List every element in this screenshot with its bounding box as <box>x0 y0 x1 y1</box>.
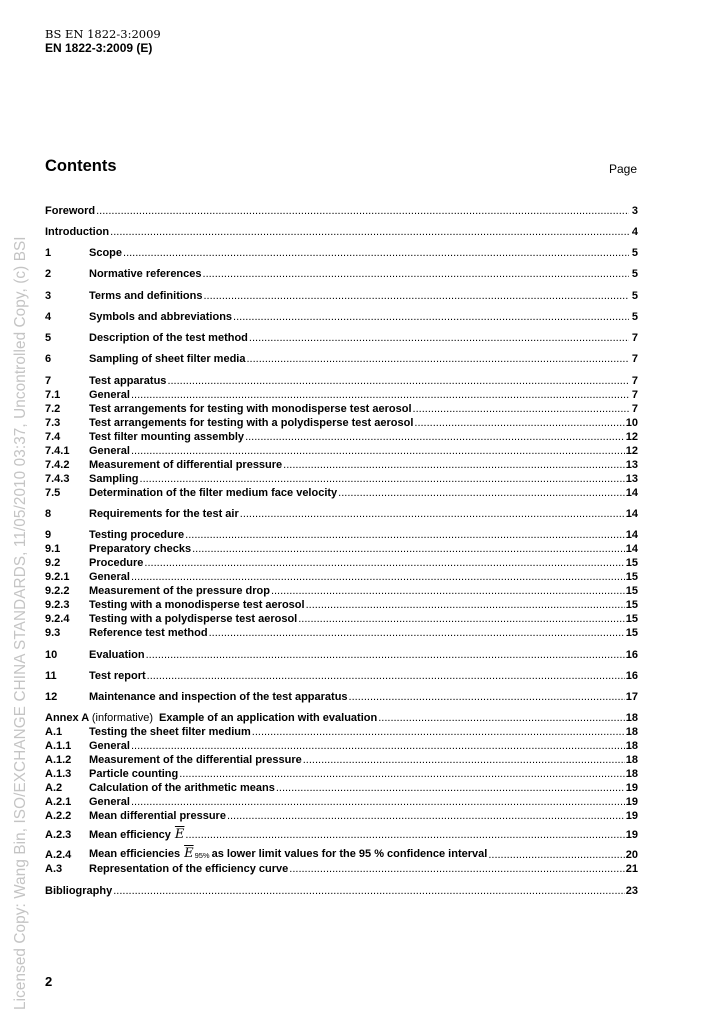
toc-entry-annex-a[interactable]: Annex A (informative) Example of an application with evaluation ..... 18 <box>45 711 638 725</box>
toc-entry-bibliography[interactable]: Bibliography ..... 23 <box>45 884 638 898</box>
toc-entry-10[interactable]: 10 Evaluation ..... 16 <box>45 648 638 662</box>
toc-entry-7-4-2[interactable]: 7.4.2 Measurement of differential pressure ..... 13 <box>45 458 638 472</box>
toc-entry-9-2-4[interactable]: 9.2.4 Testing with a polydisperse test aerosol ..... 15 <box>45 612 638 626</box>
toc-entry-3[interactable]: 3 Terms and definitions ..... 5 <box>45 289 638 303</box>
toc-entry-a-1-1[interactable]: A.1.1 General ..... 18 <box>45 739 638 753</box>
toc-entry-a-2[interactable]: A.2 Calculation of the arithmetic means ..... 19 <box>45 781 638 795</box>
toc-entry-9[interactable]: 9 Testing procedure ..... 14 <box>45 528 638 542</box>
page-number: 2 <box>45 974 53 989</box>
toc-entry-7-2[interactable]: 7.2 Test arrangements for testing with monodisperse test aerosol ..... 7 <box>45 402 638 416</box>
toc-entry-a-2-4[interactable]: A.2.4 Mean efficiencies $\overline{E}95\%$ as lower limit values for the 95 % confidence interval ..... 20 <box>45 848 638 862</box>
standard-edition: EN 1822-3:2009 (E) <box>45 41 153 55</box>
toc-entry-5[interactable]: 5 Description of the test method ..... 7 <box>45 331 638 345</box>
toc-entry-9-2-1[interactable]: 9.2.1 General ..... 15 <box>45 570 638 584</box>
toc-entry-a-1[interactable]: A.1 Testing the sheet filter medium ..... 18 <box>45 725 638 739</box>
toc-entry-9-2[interactable]: 9.2 Procedure ..... 15 <box>45 556 638 570</box>
toc-entry-8[interactable]: 8 Requirements for the test air ..... 14 <box>45 507 638 521</box>
toc-entry-foreword[interactable]: Foreword ..... 3 <box>45 204 638 218</box>
toc-entry-9-3[interactable]: 9.3 Reference test method ..... 15 <box>45 626 638 640</box>
contents-heading: Contents <box>45 157 117 175</box>
toc-entry-4[interactable]: 4 Symbols and abbreviations ..... 5 <box>45 310 638 324</box>
license-watermark: Licensed Copy: Wang Bin, ISO/EXCHANGE CHINA STANDARDS, 11/05/2010 03:37, Uncontrolled Copy, (c) BSI <box>12 236 29 1010</box>
toc-entry-9-2-3[interactable]: 9.2.3 Testing with a monodisperse test aerosol ..... 15 <box>45 598 638 612</box>
standard-designation: BS EN 1822-3:2009 <box>45 27 161 41</box>
toc-entry-7-4[interactable]: 7.4 Test filter mounting assembly ..... 12 <box>45 430 638 444</box>
toc-entry-7[interactable]: 7 Test apparatus ..... 7 <box>45 374 638 388</box>
toc-entry-7-5[interactable]: 7.5 Determination of the filter medium face velocity ..... 14 <box>45 486 638 500</box>
table-of-contents <box>45 0 638 1000</box>
mean-efficiency-symbol: $\overline{E}$ <box>174 827 185 842</box>
mean-efficiency-symbol: $\overline{E}$ <box>184 846 194 861</box>
toc-entry-12[interactable]: 12 Maintenance and inspection of the test apparatus ..... 17 <box>45 690 638 704</box>
toc-entry-a-1-2[interactable]: A.1.2 Measurement of the differential pressure ..... 18 <box>45 753 638 767</box>
toc-entry-9-2-2[interactable]: 9.2.2 Measurement of the pressure drop ..... 15 <box>45 584 638 598</box>
toc-entry-11[interactable]: 11 Test report ..... 16 <box>45 669 638 683</box>
toc-entry-introduction[interactable]: Introduction ..... 4 <box>45 225 638 239</box>
toc-entry-a-2-2[interactable]: A.2.2 Mean differential pressure ..... 19 <box>45 809 638 823</box>
toc-entry-1[interactable]: 1 Scope ..... 5 <box>45 246 638 260</box>
toc-entry-7-4-3[interactable]: 7.4.3 Sampling ..... 13 <box>45 472 638 486</box>
toc-entry-2[interactable]: 2 Normative references ..... 5 <box>45 267 638 281</box>
toc-entry-7-3[interactable]: 7.3 Test arrangements for testing with a polydisperse test aerosol ..... 10 <box>45 416 638 430</box>
toc-entry-9-1[interactable]: 9.1 Preparatory checks ..... 14 <box>45 542 638 556</box>
toc-entry-7-4-1[interactable]: 7.4.1 General ..... 12 <box>45 444 638 458</box>
toc-entry-a-2-1[interactable]: A.2.1 General ..... 19 <box>45 795 638 809</box>
toc-entry-a-1-3[interactable]: A.1.3 Particle counting ..... 18 <box>45 767 638 781</box>
toc-entry-a-2-3[interactable]: A.2.3 Mean efficiency $\overline{E}$ ..... 19 <box>45 828 638 842</box>
page-column-label: Page <box>609 162 638 176</box>
toc-entry-6[interactable]: 6 Sampling of sheet filter media ..... 7 <box>45 352 638 366</box>
toc-entry-a-3[interactable]: A.3 Representation of the efficiency curve ..... 21 <box>45 862 638 876</box>
toc-entry-7-1[interactable]: 7.1 General ..... 7 <box>45 388 638 402</box>
